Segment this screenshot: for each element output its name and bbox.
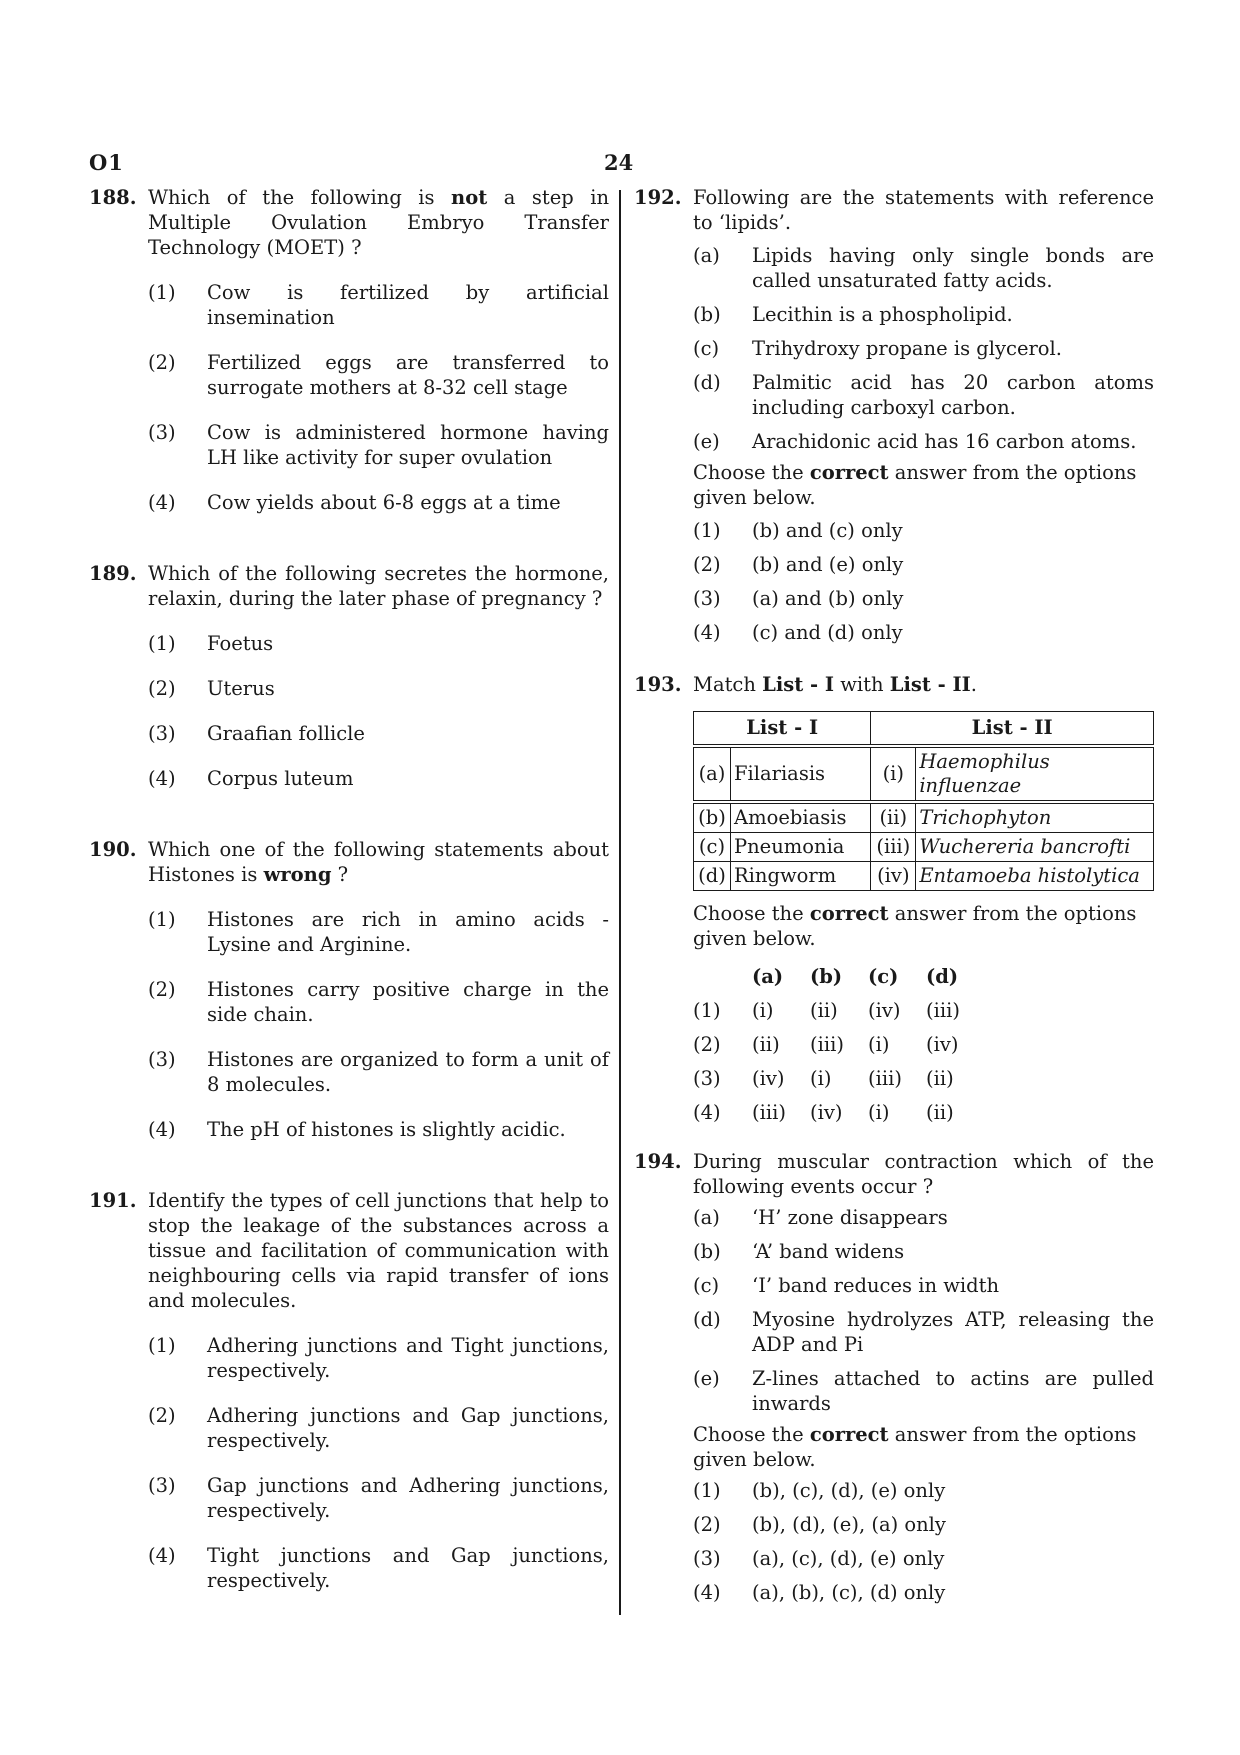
question-number: 191. [89,1189,137,1212]
list1-label: (c) [694,833,731,862]
option-text: Cow is fertilized by artificial insemination [207,281,609,329]
statement-label: (b) [693,303,721,326]
option-text: Uterus [207,677,275,700]
option-text: Tight junctions and Gap junctions, respectively. [207,1544,609,1592]
option-text: Corpus luteum [207,767,354,790]
column-divider [619,190,621,1615]
option-number: (4) [148,767,176,790]
option-text: (b), (d), (e), (a) only [752,1513,946,1536]
option [693,1580,1154,1605]
option-number: (3) [148,722,176,745]
option-number: (1) [148,281,176,304]
answer-option [693,1027,1154,1061]
statement-text: Z-lines attached to actins are pulled inwards [752,1367,1154,1415]
option-text: (a), (c), (d), (e) only [752,1547,945,1570]
choose-instruction: Choose the correct answer from the options given below. [693,461,1137,509]
option [148,490,609,515]
option-number: (1) [148,632,176,655]
answer-grid [693,959,1154,1129]
match-row [694,862,1154,891]
answer-cell: (ii) [752,1032,780,1056]
option-number: (2) [148,677,176,700]
statement-label: (c) [693,1274,720,1297]
match-table [693,711,1154,891]
option [693,620,1154,645]
answer-cell: (ii) [926,1100,954,1124]
option [148,766,609,791]
option [148,631,609,656]
question-number: 189. [89,562,137,585]
option-text: (c) and (d) only [752,621,903,644]
question-number: 193. [634,673,682,696]
option [148,1117,609,1142]
answer-option [693,1095,1154,1129]
statement-label: (a) [693,244,720,267]
option [148,1473,609,1523]
option-number: (2) [148,1404,176,1427]
question-192 [634,185,1154,645]
column-label: (a) [752,964,784,988]
question-text: Identify the types of cell junctions that help to stop the leakage of the substances across a tissue and facilitation of communication with neighbouring cells via rapid transfer of ions and molecules. [148,1189,609,1312]
statement-label: (e) [693,1367,720,1390]
option-number: (1) [693,519,721,542]
statement-label: (d) [693,371,721,394]
choose-instruction: Choose the correct answer from the options given below. [693,902,1137,950]
statement [693,302,1154,327]
answer-grid-header [693,959,1154,993]
option-number: (3) [693,1547,721,1570]
match-row [694,833,1154,862]
option [693,1512,1154,1537]
option [693,552,1154,577]
question-text: Which one of the following statements about Histones is wrong ? [148,838,609,886]
statement-text: Trihydroxy propane is glycerol. [752,337,1062,360]
option-number: (3) [148,1474,176,1497]
option-number: (4) [693,621,721,644]
option-text: (b), (c), (d), (e) only [752,1479,946,1502]
option-number: (1) [148,1334,176,1357]
option-number: (3) [148,421,176,444]
option-number: (2) [148,351,176,374]
list2-header: List - II [871,712,1154,745]
list2-item [916,804,1154,833]
answer-cell: (i) [752,998,774,1022]
statement-text: Arachidonic acid has 16 carbon atoms. [752,430,1137,453]
statement-label: (d) [693,1308,721,1331]
answer-cell: (iv) [752,1066,785,1090]
list1-item: Pneumonia [731,833,871,862]
question-190 [89,837,609,1142]
match-row [694,748,1154,801]
list1-item: Ringworm [731,862,871,891]
option-text: Fertilized eggs are transferred to surrogate mothers at 8-32 cell stage [207,351,609,399]
statement [693,1273,1154,1298]
statement [693,429,1154,454]
option [693,518,1154,543]
option-number: (4) [693,1581,721,1604]
option-number: (3) [693,587,721,610]
column-label: (b) [810,964,843,988]
answer-cell: (i) [868,1100,890,1124]
answer-option [693,993,1154,1027]
option-number: (2) [148,978,176,1001]
list2-label: (ii) [871,804,916,833]
list1-label: (a) [694,748,731,801]
option-text: Histones are rich in amino acids - Lysine and Arginine. [207,908,609,956]
answer-option [693,1061,1154,1095]
answer-cell: (iii) [926,998,960,1022]
question-text: Following are the statements with reference to ‘lipids’. [693,186,1154,234]
statement [693,243,1154,293]
option-text: Foetus [207,632,274,655]
list1-label: (b) [694,804,731,833]
option-number: (4) [148,491,176,514]
option [148,1333,609,1383]
option-text: (a), (b), (c), (d) only [752,1581,946,1604]
option-text: (b) and (e) only [752,553,904,576]
statement [693,1205,1154,1230]
list2-item-text: Wuchereria bancrofti [919,835,1131,858]
list2-item [916,862,1154,891]
list2-item-text: Entamoeba histolytica [919,864,1140,887]
list2-item [916,748,1154,801]
question-number: 188. [89,186,137,209]
list2-label: (iv) [871,862,916,891]
option-number: (2) [693,1032,721,1056]
left-column [89,185,609,1593]
question-189 [89,561,609,791]
question-number: 192. [634,186,682,209]
option-number: (4) [148,1544,176,1567]
statement [693,1307,1154,1357]
statement-text: Lipids having only single bonds are called unsaturated fatty acids. [752,244,1154,292]
option [148,676,609,701]
option [148,721,609,746]
option-text: Histones are organized to form a unit of 8 molecules. [207,1048,609,1096]
answer-cell: (iii) [752,1100,786,1124]
option-number: (4) [693,1100,721,1124]
statement-text: Lecithin is a phospholipid. [752,303,1013,326]
list1-header: List - I [694,712,871,745]
option-text: Cow yields about 6-8 eggs at a time [207,491,561,514]
option-text: Adhering junctions and Tight junctions, respectively. [207,1334,609,1382]
answer-cell: (iv) [868,998,901,1022]
option [148,280,609,330]
answer-cell: (iv) [926,1032,959,1056]
list1-label: (d) [694,862,731,891]
option-text: Cow is administered hormone having LH like activity for super ovulation [207,421,609,469]
question-text: During muscular contraction which of the following events occur ? [693,1150,1154,1198]
question-text: Which of the following secretes the hormone, relaxin, during the later phase of pregnancy ? [148,562,609,610]
statement-label: (a) [693,1206,720,1229]
question-194 [634,1149,1154,1605]
question-text: Match List - I with List - II. [693,673,977,696]
list2-label: (i) [871,748,916,801]
option-number: (4) [148,1118,176,1141]
statement-text: Palmitic acid has 20 carbon atoms including carboxyl carbon. [752,371,1154,419]
list1-item: Filariasis [731,748,871,801]
column-label: (d) [926,964,959,988]
option-number: (3) [693,1066,721,1090]
match-row [694,804,1154,833]
option-text: Gap junctions and Adhering junctions, respectively. [207,1474,609,1522]
answer-cell: (ii) [926,1066,954,1090]
answer-cell: (ii) [810,998,838,1022]
option [148,1543,609,1593]
list2-label: (iii) [871,833,916,862]
right-column [634,185,1154,1605]
option [148,907,609,957]
statement [693,1239,1154,1264]
question-number: 190. [89,838,137,861]
list2-item-text: Trichophyton [919,806,1052,829]
statement [693,370,1154,420]
option [693,1478,1154,1503]
option-text: Adhering junctions and Gap junctions, respectively. [207,1404,609,1452]
option-text: The pH of histones is slightly acidic. [207,1118,566,1141]
option-text: (b) and (c) only [752,519,903,542]
option-text: (a) and (b) only [752,587,904,610]
option [148,1047,609,1097]
option-number: (2) [693,1513,721,1536]
answer-cell: (iii) [810,1032,844,1056]
column-label: (c) [868,964,899,988]
paper-code: O1 [89,150,124,175]
list1-item: Amoebiasis [731,804,871,833]
list2-item-text: Haemophilus influenzae [919,750,1050,797]
option-text: Histones carry positive charge in the side chain. [207,978,609,1026]
page-number: 24 [604,150,634,175]
option-number: (1) [693,1479,721,1502]
answer-cell: (i) [868,1032,890,1056]
question-text: Which of the following is not a step in Multiple Ovulation Embryo Transfer Technology (MOET) ? [148,186,609,259]
question-193 [634,672,1154,1129]
option-text: Graafian follicle [207,722,365,745]
choose-instruction: Choose the correct answer from the options given below. [693,1423,1137,1471]
option [148,977,609,1027]
statement-text: ‘A’ band widens [752,1240,905,1263]
option [693,1546,1154,1571]
question-188 [89,185,609,515]
statement [693,336,1154,361]
question-191 [89,1188,609,1593]
statement-text: ‘H’ zone disappears [752,1206,948,1229]
option-number: (1) [693,998,721,1022]
statement-label: (c) [693,337,720,360]
statement [693,1366,1154,1416]
option [148,420,609,470]
option-number: (1) [148,908,176,931]
answer-cell: (iii) [868,1066,902,1090]
statement-label: (b) [693,1240,721,1263]
option-number: (3) [148,1048,176,1071]
list2-item [916,833,1154,862]
statement-text: ‘I’ band reduces in width [752,1274,1000,1297]
option [693,586,1154,611]
question-number: 194. [634,1150,682,1173]
statement-label: (e) [693,430,720,453]
option-number: (2) [693,553,721,576]
answer-cell: (iv) [810,1100,843,1124]
statement-text: Myosine hydrolyzes ATP, releasing the ADP and Pi [752,1308,1154,1356]
option [148,350,609,400]
answer-cell: (i) [810,1066,832,1090]
option [148,1403,609,1453]
